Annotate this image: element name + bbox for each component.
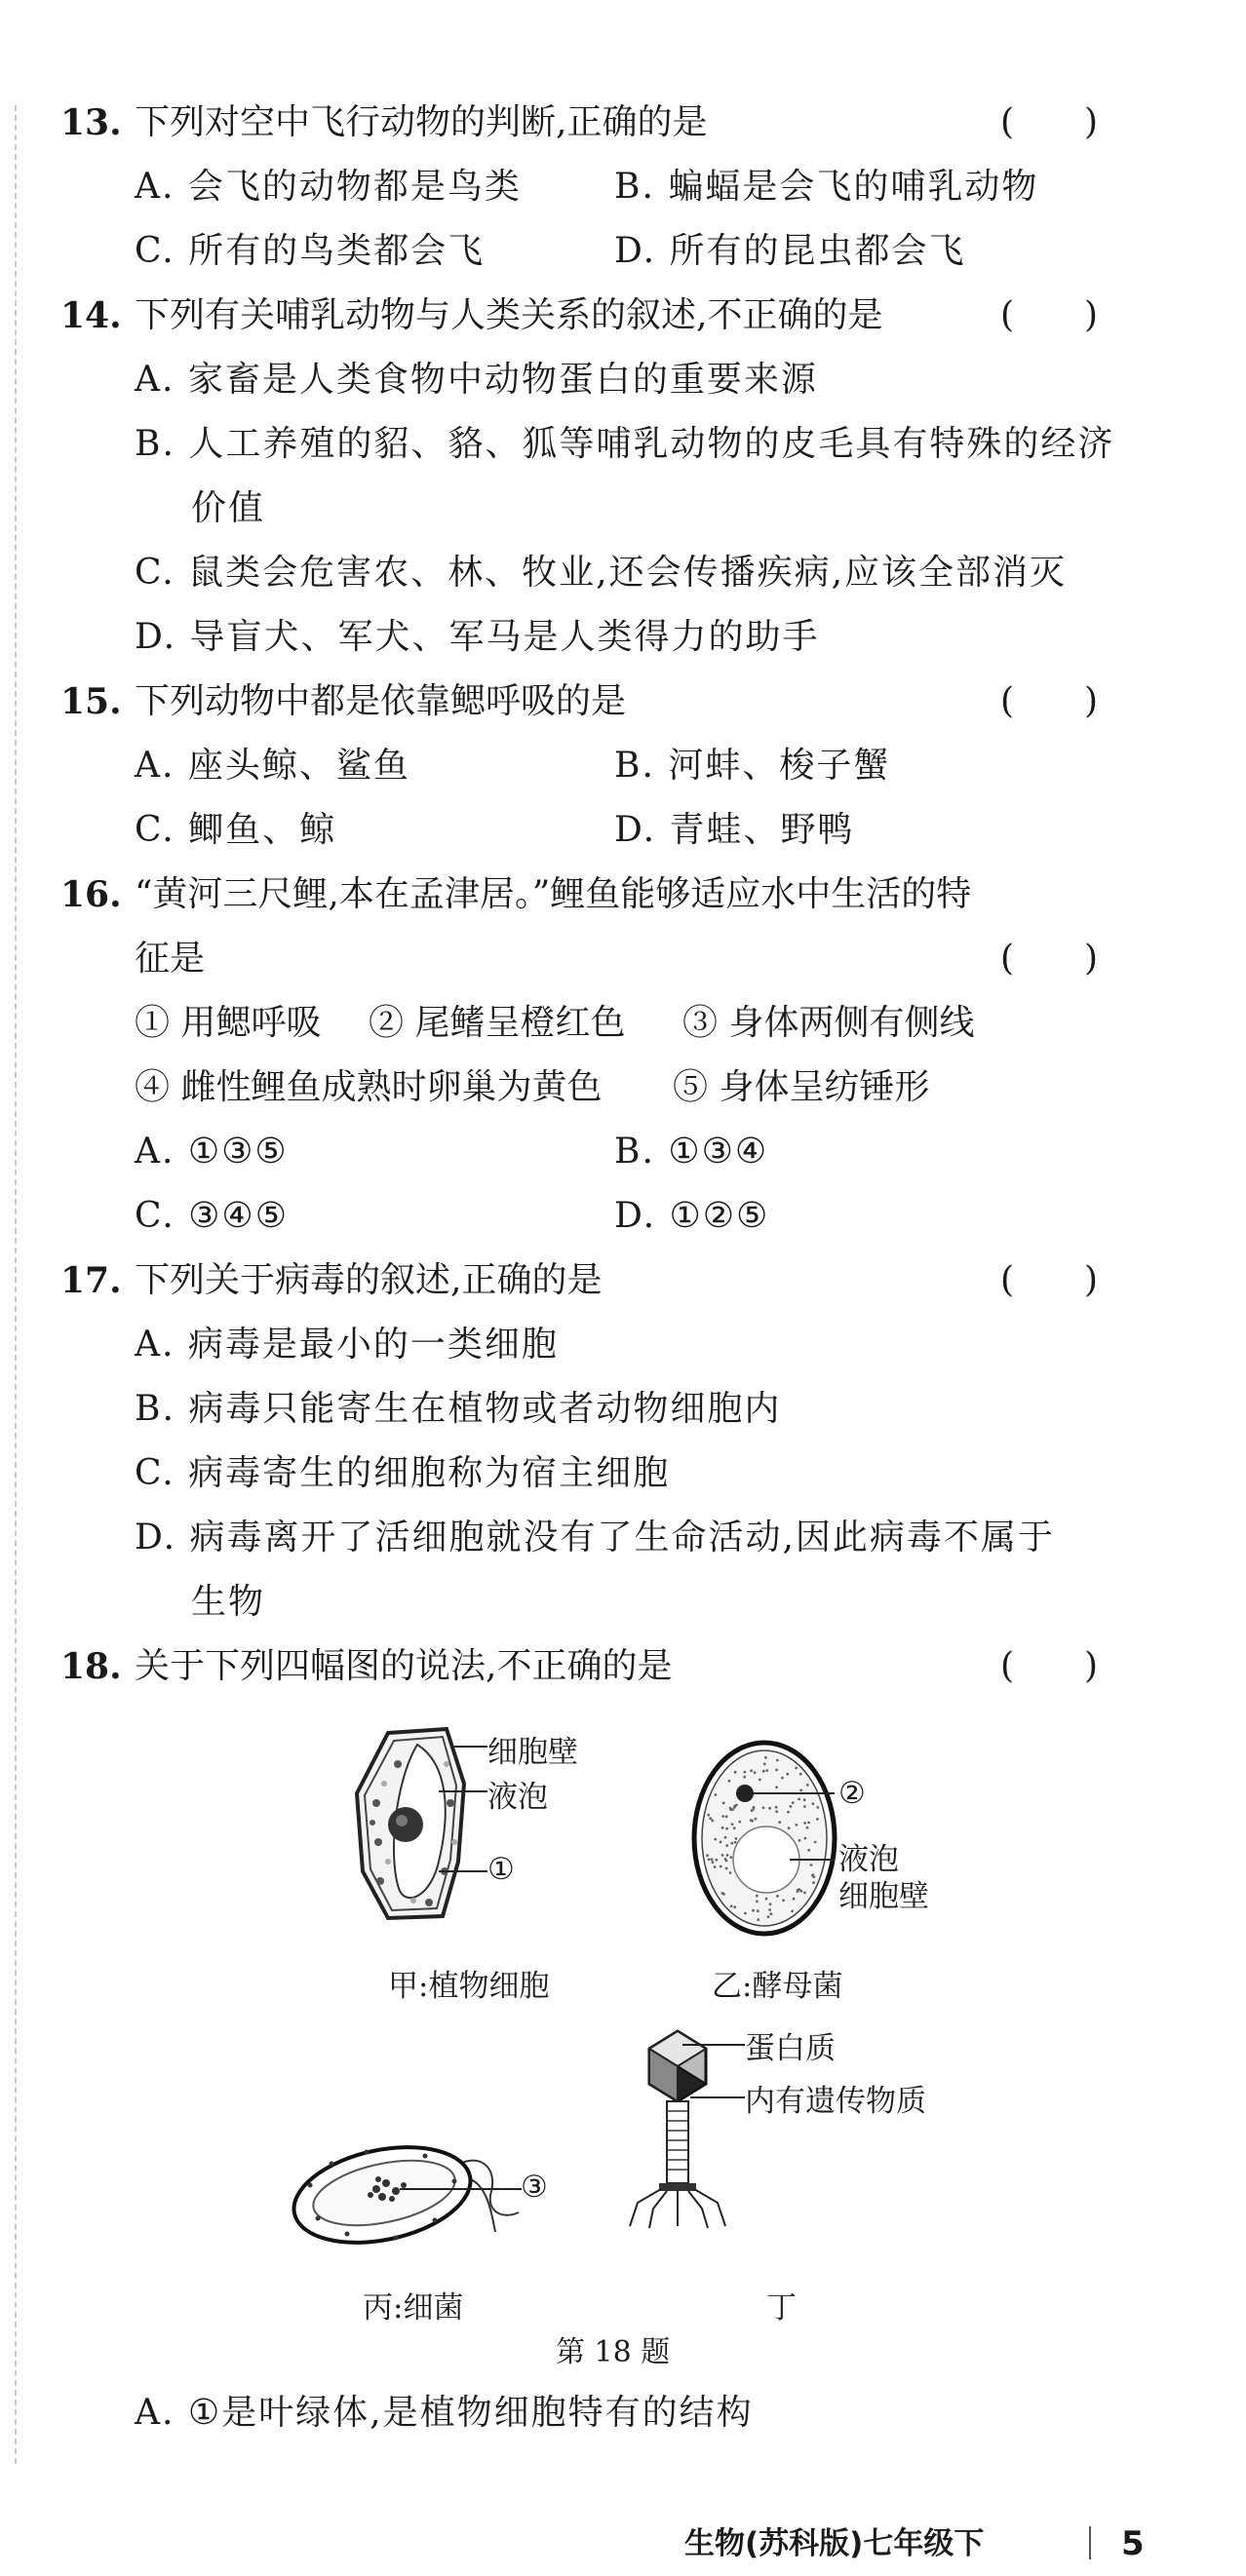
label-3: ③ <box>521 2170 548 2205</box>
option-a[interactable]: A. 会飞的动物都是鸟类 <box>135 167 522 207</box>
option-d[interactable]: D. 导盲犬、军犬、军马是人类得力的助手 <box>135 617 820 657</box>
statement-1: ① 用鳃呼吸 <box>135 1003 322 1043</box>
question-18 <box>0 1635 1246 1698</box>
option-d[interactable]: D. 青蛙、野鸭 <box>614 810 855 850</box>
option-b[interactable]: B. 河蚌、梭子蟹 <box>614 746 891 786</box>
virus-leader-lines <box>682 2037 745 2115</box>
options-row <box>0 799 1246 862</box>
label-1: ① <box>487 1852 515 1887</box>
question-number: 13. <box>60 102 122 143</box>
options-row <box>0 1378 1246 1441</box>
options-row <box>0 1507 1246 1569</box>
option-a[interactable]: A. 病毒是最小的一类细胞 <box>135 1325 559 1365</box>
question-number: 17. <box>60 1260 122 1301</box>
options-row <box>0 478 1246 540</box>
label-vacuole: 液泡 <box>487 1780 548 1815</box>
option-b[interactable]: B. 蝙蝠是会飞的哺乳动物 <box>614 167 1039 207</box>
statement-5: ⑤ 身体呈纺锤形 <box>673 1067 930 1107</box>
question-number: 16. <box>60 874 122 915</box>
statement-2: ② 尾鳍呈橙红色 <box>369 1003 626 1043</box>
question-14 <box>0 285 1246 347</box>
question-text: 关于下列四幅图的说法,不正确的是 <box>135 1646 673 1686</box>
label-2: ② <box>838 1776 866 1811</box>
footer-separator <box>1089 2526 1091 2559</box>
question-text: 下列关于病毒的叙述,正确的是 <box>135 1260 603 1300</box>
option-b-continued: 价值 <box>191 488 266 528</box>
label-protein: 蛋白质 <box>745 2031 836 2066</box>
options-row <box>0 1442 1246 1505</box>
yeast-leader-lines <box>751 1774 838 1871</box>
answer-blank[interactable]: ( ) <box>1000 1260 1099 1300</box>
question-number: 18. <box>60 1646 122 1687</box>
question-17 <box>0 1250 1246 1312</box>
options-row <box>0 606 1246 669</box>
option-d[interactable]: D. 病毒离开了活细胞就没有了生命活动,因此病毒不属于 <box>135 1518 1055 1557</box>
option-c[interactable]: C. 病毒寄生的细胞称为宿主细胞 <box>135 1453 671 1493</box>
answer-blank[interactable]: ( ) <box>1000 102 1099 142</box>
answer-blank[interactable]: ( ) <box>1000 681 1099 721</box>
question-number: 14. <box>60 295 122 336</box>
label-cell-wall: 细胞壁 <box>487 1735 578 1770</box>
caption-yeast: 乙:酵母菌 <box>712 1969 843 2004</box>
caption-bacteria: 丙:细菌 <box>363 2290 464 2326</box>
question-16 <box>0 864 1246 926</box>
option-a[interactable]: A. 座头鲸、鲨鱼 <box>135 746 410 786</box>
question-text: 下列有关哺乳动物与人类关系的叙述,不正确的是 <box>135 295 883 335</box>
option-c[interactable]: C. 鲫鱼、鲸 <box>135 810 337 850</box>
options-row <box>0 1121 1246 1183</box>
options-row <box>0 156 1246 218</box>
question-text: 下列动物中都是依靠鳃呼吸的是 <box>135 681 627 721</box>
options-row <box>0 220 1246 283</box>
statement-4: ④ 雌性鲤鱼成熟时卵巢为黄色 <box>135 1067 603 1107</box>
label-yeast-cell-wall: 细胞壁 <box>838 1879 929 1914</box>
statement-row <box>0 992 1246 1055</box>
options-row <box>0 349 1246 411</box>
question-text: 下列对空中飞行动物的判断,正确的是 <box>135 102 708 142</box>
options-row <box>0 1185 1246 1248</box>
options-row <box>0 1314 1246 1376</box>
option-d[interactable]: D. 所有的昆虫都会飞 <box>614 231 966 271</box>
options-row <box>0 735 1246 797</box>
figure-title: 第 18 题 <box>556 2335 671 2369</box>
plant-leader-lines <box>429 1735 487 1891</box>
option-d[interactable]: D. ①②⑤ <box>614 1196 770 1236</box>
option-c[interactable]: C. 鼠类会危害农、林、牧业,还会传播疾病,应该全部消灭 <box>135 553 1068 593</box>
option-d-continued: 生物 <box>191 1582 266 1622</box>
question-text: “黄河三尺鲤,本在孟津居。”鲤鱼能够适应水中生活的特 <box>135 874 972 914</box>
question-16-continued <box>0 928 1246 990</box>
label-genetic-material: 内有遗传物质 <box>745 2084 926 2119</box>
statement-row <box>0 1057 1246 1119</box>
question-number: 15. <box>60 681 122 722</box>
options-row <box>0 542 1246 604</box>
options-row <box>0 2382 1246 2444</box>
page-number: 5 <box>1121 2524 1145 2563</box>
answer-blank[interactable]: ( ) <box>1000 295 1099 335</box>
option-b[interactable]: B. 病毒只能寄生在植物或者动物细胞内 <box>135 1389 782 1429</box>
option-a[interactable]: A. ①③⑤ <box>135 1132 289 1172</box>
option-b[interactable]: B. ①③④ <box>614 1132 769 1172</box>
caption-virus: 丁 <box>766 2290 797 2326</box>
caption-plant-cell: 甲:植物细胞 <box>388 1969 550 2004</box>
label-yeast-vacuole: 液泡 <box>838 1842 899 1877</box>
options-row <box>0 413 1246 476</box>
footer-book-title: 生物(苏科版)七年级下 <box>684 2526 985 2561</box>
option-a[interactable]: A. 家畜是人类食物中动物蛋白的重要来源 <box>135 360 818 400</box>
question-13 <box>0 92 1246 154</box>
bacteria-leader-line <box>400 2183 522 2195</box>
question-text-continued: 征是 <box>135 939 206 979</box>
answer-blank[interactable]: ( ) <box>1000 1646 1099 1686</box>
option-c[interactable]: C. ③④⑤ <box>135 1196 289 1236</box>
statement-3: ③ 身体两侧有侧线 <box>682 1003 975 1043</box>
option-a[interactable]: A. ①是叶绿体,是植物细胞特有的结构 <box>135 2393 754 2433</box>
answer-blank[interactable]: ( ) <box>1000 939 1099 979</box>
options-row <box>0 1571 1246 1634</box>
option-b[interactable]: B. 人工养殖的貂、貉、狐等哺乳动物的皮毛具有特殊的经济 <box>135 424 1115 464</box>
option-c[interactable]: C. 所有的鸟类都会飞 <box>135 231 486 271</box>
question-15 <box>0 671 1246 733</box>
